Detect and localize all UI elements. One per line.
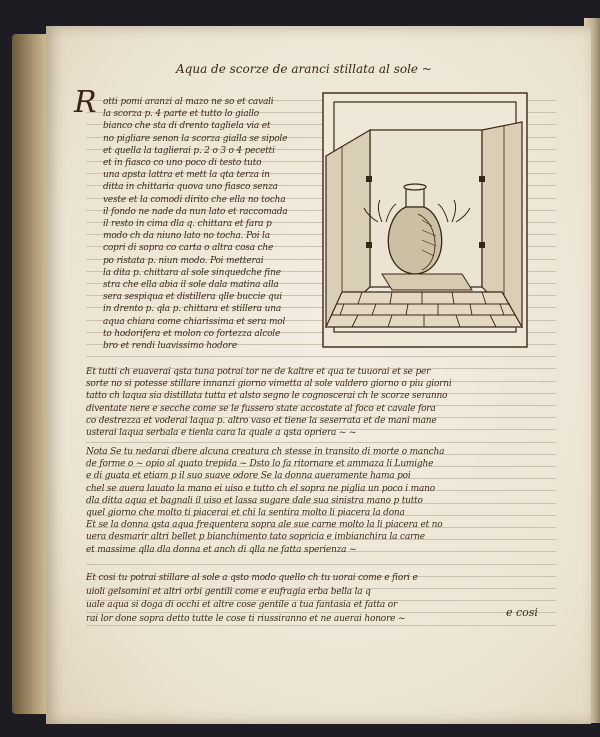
text-line: otti pomi aranzi al mazo ne so et cavali — [103, 97, 274, 107]
text-line: in drento p. qla p. chittara et stillera una — [103, 304, 281, 315]
text-line: una apsta lattra et mett la qta terza in — [103, 170, 270, 181]
text-line: et massime qlla dla donna et anch di qlla ne fatta sperienza ~ — [86, 544, 357, 555]
text-line: uale aqua si doga di occhi et altre cose gentile a tua fantasia et fatta or — [86, 600, 398, 610]
text-line: co destrezza et voderai laqua p. altro vaso et tiene la seserrata et de mani mane — [86, 415, 437, 426]
text-line: no pigliare senon la scorza gialla se sipole — [103, 133, 288, 144]
text-line: uioli gelsomini et altri orbi gentili come e eufragia erba bella la q — [86, 586, 371, 597]
ruling-line — [86, 442, 556, 443]
text-line: stra che ella abia il sole dala matina alla — [103, 280, 279, 290]
ruling-line — [86, 356, 556, 357]
text-line: sorte no si potesse stillare innanzi giorno vimetta al sole valdero giorno o piu giorni — [86, 379, 452, 390]
sun-still-bottle-icon — [322, 92, 528, 348]
text-line: il resto in cima dla q. chittara et fara p — [103, 219, 272, 229]
text-line: chel se auera lauato la mano ei uiso e tutto ch el sopra ne piglia un poco i mano — [86, 483, 435, 494]
ruling-line — [86, 564, 556, 565]
text-line: et quella la taglierai p. 2 o 3 o 4 pecetti — [103, 145, 275, 156]
text-line: Et cosi tu potrai stillare al sole a qsto modo quello ch tu uorai come e fiori e — [86, 573, 418, 583]
text-line: Et se la donna qsta aqua frequentera sopra ale sue carne molto la li piacera et no — [86, 520, 443, 531]
text-line: Nota Se tu nedarai dbere alcuna creatura ch stesse in transito di morte o mancha — [86, 447, 445, 457]
text-line: la dita p. chittara al sole sinquedche fine — [103, 267, 281, 278]
text-line: dla ditta aqua et bagnali il uiso et lassa sugare dale sua sinistra mano p tutto — [86, 495, 423, 506]
ruling-line — [86, 625, 556, 626]
text-line: bro et rendi luavissimo hodore — [103, 341, 238, 351]
text-line: veste et la comodi dirito che ella no tocha — [103, 194, 286, 205]
text-line: sera sespiqua et distillera qlle buccie qui — [103, 292, 282, 303]
page-title: Aqua de scorze de aranci stillata al sole ~ — [176, 62, 432, 76]
text-line: ditta in chittaria quova uno fiasco senza — [103, 182, 278, 193]
text-line: et in fiasco co uno poco di testo tuto — [103, 158, 262, 168]
text-line: uera desmarir altri bellet p bianchimento tato sopricia e imbianchira la carne — [86, 532, 425, 543]
text-line: de forme o ~ opio al quato trepida ~ Dsto lo fa ritornare et ammaza li Lumighe — [86, 459, 434, 470]
text-line: to hodorifera et molon co fortezza alcole — [103, 328, 281, 339]
text-line: copri di sopra co carta o altra cosa che — [103, 243, 274, 254]
text-line: po ristata p. niun modo. Poi metterai — [103, 255, 264, 266]
text-line: rai lor done sopra detto tutte le cose ti riussiranno et ne auerai honore ~ — [86, 613, 406, 624]
decorated-initial: R — [74, 85, 97, 120]
text-line: usterai laqua serbala e tienla cara la quale a qsta opriera ~ ~ — [86, 428, 357, 438]
text-line: Et tutti ch euaverai qsta tuna potrai tor ne de kaltre et qua te tuuorai et se per — [86, 367, 431, 377]
text-line: la scorza p. 4 parte et tutto lo giallo — [103, 109, 260, 120]
text-line: tatto ch laqua sia distillata tutta et alsto segno le cognoscerai ch le scorze seranno — [86, 391, 448, 402]
text-line: e di guata et etiam p il suo suave odore Se la donna aueramente hama poi — [86, 471, 411, 482]
text-line: modo ch da niuno lato no tocha. Poi la — [103, 231, 270, 242]
text-line: il fondo ne nade da nun lato et raccomada — [103, 206, 288, 217]
text-line: quel giorno che molto ti piacerai et chi la sentira molto li piacera la dona — [86, 508, 405, 518]
text-line: aqua chiara come chiarissima et sera mol — [103, 316, 286, 327]
text-line: diventate nere e secche come se le fussero state accostate al foco et cavale fora — [86, 403, 436, 414]
text-line: bianco che sta di drento tagliela via et — [103, 121, 271, 132]
signature-flourish: e cosi — [506, 606, 538, 619]
